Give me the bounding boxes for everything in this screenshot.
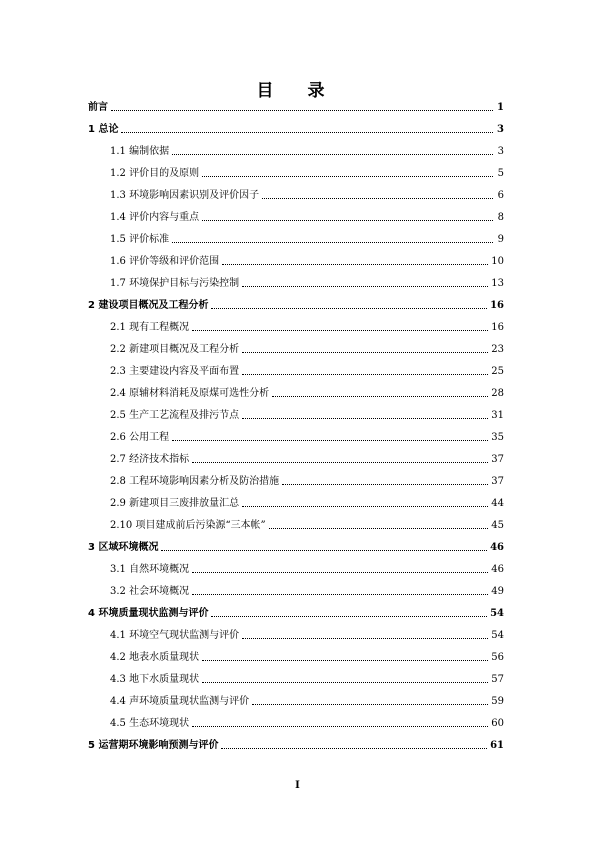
- toc-section-entry[interactable]: [88, 230, 504, 246]
- dot-leader: [282, 484, 488, 485]
- dot-leader: [202, 682, 488, 683]
- toc-section-entry[interactable]: [88, 428, 504, 444]
- dot-leader: [252, 704, 488, 705]
- toc-entry-page: 16: [490, 300, 504, 311]
- toc-entry-page: 8: [497, 212, 504, 223]
- dot-leader: [211, 308, 487, 309]
- toc-entry-label: 3.2 社会环境概况: [110, 586, 190, 597]
- dot-leader: [242, 506, 488, 507]
- toc-entry-page: 6: [497, 190, 504, 201]
- toc-section-entry[interactable]: [88, 186, 504, 202]
- dot-leader: [221, 748, 487, 749]
- dot-leader: [242, 286, 488, 287]
- dot-leader: [192, 572, 488, 573]
- toc-entry-label: 1.4 评价内容与重点: [110, 212, 200, 223]
- dot-leader: [192, 330, 488, 331]
- toc-entry-label: 1.6 评价等级和评价范围: [110, 256, 220, 267]
- dot-leader: [202, 660, 488, 661]
- toc-section-entry[interactable]: [88, 670, 504, 686]
- toc-entry-page: 23: [491, 344, 504, 355]
- toc-title: 目 录: [256, 81, 339, 101]
- toc-chapter-entry[interactable]: [88, 296, 504, 312]
- toc-entry-page: 56: [491, 652, 504, 663]
- toc-entry-page: 9: [497, 234, 504, 245]
- toc-entry-page: 37: [491, 454, 504, 465]
- toc-entry-label: 1.5 评价标准: [110, 234, 170, 245]
- toc-section-entry[interactable]: [88, 714, 504, 730]
- toc-entry-page: 46: [491, 564, 504, 575]
- dot-leader: [242, 374, 488, 375]
- toc-entry-label: 2.5 生产工艺流程及排污节点: [110, 410, 240, 421]
- toc-entry-page: 31: [491, 410, 504, 421]
- toc-entry-page: 44: [491, 498, 504, 509]
- dot-leader: [242, 352, 488, 353]
- toc-entry-page: 1: [497, 102, 504, 113]
- toc-entry-page: 54: [491, 630, 504, 641]
- toc-section-entry[interactable]: [88, 494, 504, 510]
- toc-section-entry[interactable]: [88, 648, 504, 664]
- toc-entry-label: 2.1 现有工程概况: [110, 322, 190, 333]
- dot-leader: [272, 396, 488, 397]
- toc-entry-label: 4.5 生态环境现状: [110, 718, 190, 729]
- toc-section-entry[interactable]: [88, 516, 504, 532]
- toc-entry-page: 37: [491, 476, 504, 487]
- toc-entry-page: 3: [497, 146, 504, 157]
- toc-section-entry[interactable]: [88, 582, 504, 598]
- toc-chapter-entry[interactable]: [88, 538, 504, 554]
- toc-entry-label: 2 建设项目概况及工程分析: [88, 300, 209, 311]
- toc-entry-page: 45: [491, 520, 504, 531]
- toc-entry-page: 28: [491, 388, 504, 399]
- toc-entry-label: 3 区域环境概况: [88, 542, 159, 553]
- toc-section-entry[interactable]: [88, 626, 504, 642]
- toc-section-entry[interactable]: [88, 692, 504, 708]
- toc-entry-label: 2.9 新建项目三废排放量汇总: [110, 498, 240, 509]
- toc-section-entry[interactable]: [88, 560, 504, 576]
- toc-section-entry[interactable]: [88, 340, 504, 356]
- toc-entry-label: 前言: [88, 102, 108, 113]
- dot-leader: [202, 220, 493, 221]
- toc-entry-page: 57: [491, 674, 504, 685]
- toc-entry-label: 2.8 工程环境影响因素分析及防治措施: [110, 476, 280, 487]
- toc-entry-page: 49: [491, 586, 504, 597]
- toc-entry-label: 2.7 经济技术指标: [110, 454, 190, 465]
- toc-entry-label: 4.2 地表水质量现状: [110, 652, 200, 663]
- toc-entry-label: 1.3 环境影响因素识别及评价因子: [110, 190, 260, 201]
- toc-section-entry[interactable]: [88, 362, 504, 378]
- toc-entry-label: 1 总论: [88, 124, 119, 135]
- toc-entry-page: 10: [491, 256, 504, 267]
- toc-entry-page: 25: [491, 366, 504, 377]
- toc-section-entry[interactable]: [88, 142, 504, 158]
- toc-entry-label: 2.3 主要建设内容及平面布置: [110, 366, 240, 377]
- toc-entry-label: 1.1 编制依据: [110, 146, 170, 157]
- toc-chapter-entry[interactable]: [88, 736, 504, 752]
- toc-section-entry[interactable]: [88, 208, 504, 224]
- dot-leader: [211, 616, 487, 617]
- dot-leader: [242, 638, 488, 639]
- toc-entry-label: 4.3 地下水质量现状: [110, 674, 200, 685]
- toc-entry-page: 13: [491, 278, 504, 289]
- dot-leader: [172, 242, 493, 243]
- toc-entry-label: 2.6 公用工程: [110, 432, 170, 443]
- toc-entry-label: 5 运营期环境影响预测与评价: [88, 740, 219, 751]
- dot-leader: [192, 462, 488, 463]
- toc-section-entry[interactable]: [88, 318, 504, 334]
- toc-section-entry[interactable]: [88, 450, 504, 466]
- toc-chapter-entry[interactable]: [88, 120, 504, 136]
- toc-entry-page: 59: [491, 696, 504, 707]
- toc-section-entry[interactable]: [88, 252, 504, 268]
- toc-entry-page: 54: [490, 608, 504, 619]
- toc-entry-page: 3: [497, 124, 504, 135]
- dot-leader: [172, 154, 493, 155]
- toc-entry-label: 3.1 自然环境概况: [110, 564, 190, 575]
- toc-entry-page: 5: [497, 168, 504, 179]
- dot-leader: [192, 594, 488, 595]
- toc-entry-label: 4 环境质量现状监测与评价: [88, 608, 209, 619]
- toc-section-entry[interactable]: [88, 406, 504, 422]
- toc-section-entry[interactable]: [88, 384, 504, 400]
- dot-leader: [121, 132, 493, 133]
- toc-entry-page: 16: [491, 322, 504, 333]
- toc-entry-label: 4.4 声环境质量现状监测与评价: [110, 696, 250, 707]
- dot-leader: [262, 198, 493, 199]
- dot-leader: [161, 550, 487, 551]
- toc-chapter-entry[interactable]: [88, 604, 504, 620]
- dot-leader: [111, 110, 493, 111]
- dot-leader: [222, 264, 488, 265]
- dot-leader: [242, 418, 488, 419]
- toc-entry-page: 46: [490, 542, 504, 553]
- dot-leader: [269, 528, 489, 529]
- toc-entry-label: 2.2 新建项目概况及工程分析: [110, 344, 240, 355]
- toc-entry-label: 1.7 环境保护目标与污染控制: [110, 278, 240, 289]
- dot-leader: [192, 726, 488, 727]
- toc-section-entry[interactable]: [88, 274, 504, 290]
- dot-leader: [202, 176, 493, 177]
- toc-section-entry[interactable]: [88, 472, 504, 488]
- page-number: I: [295, 780, 300, 791]
- toc-entry-page: 35: [491, 432, 504, 443]
- toc-entry-page: 61: [490, 740, 504, 751]
- toc-section-entry[interactable]: [88, 164, 504, 180]
- toc-entry-label: 2.10 项目建成前后污染源“三本帐”: [110, 520, 266, 531]
- toc-chapter-entry[interactable]: [88, 98, 504, 114]
- toc-entry-label: 2.4 原辅材料消耗及原煤可选性分析: [110, 388, 270, 399]
- toc-entry-label: 1.2 评价目的及原则: [110, 168, 200, 179]
- toc-entry-page: 60: [491, 718, 504, 729]
- toc-entry-label: 4.1 环境空气现状监测与评价: [110, 630, 240, 641]
- dot-leader: [172, 440, 488, 441]
